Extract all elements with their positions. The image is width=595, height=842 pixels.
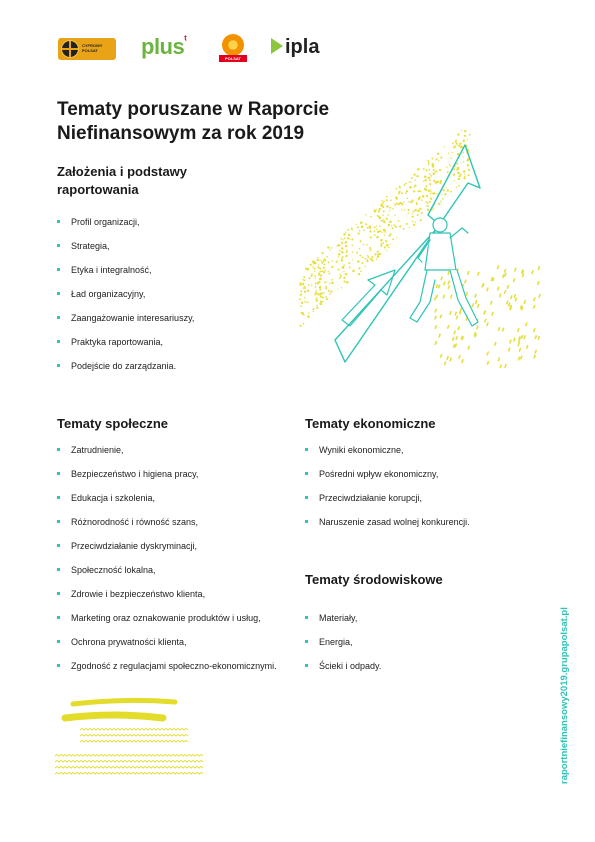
decorative-brush-strokes: [55, 690, 205, 782]
list-item: Różnorodność i równość szans,: [57, 516, 277, 540]
bullet-icon: [57, 520, 60, 523]
list-item: Wyniki ekonomiczne,: [305, 444, 470, 468]
bullet-icon: [305, 616, 308, 619]
bullet-icon: [305, 640, 308, 643]
cyfrowy-polsat-logo: CYFROWY POLSAT: [58, 38, 116, 60]
list-item: Naruszenie zasad wolnej konkurencji.: [305, 516, 470, 540]
arrow-illustration: [290, 130, 550, 370]
list-zalozenia: [57, 216, 194, 384]
list-item: Przeciwdziałanie dyskryminacji,: [57, 540, 277, 564]
list-item: Strategia,: [57, 240, 194, 264]
list-spoleczne: [57, 444, 277, 684]
bullet-icon: [57, 640, 60, 643]
globe-icon: [61, 40, 79, 58]
list-ekonomiczne: [305, 444, 470, 540]
section-heading-ekonomiczne: Tematy ekonomiczne: [305, 416, 436, 431]
bullet-icon: [305, 520, 308, 523]
list-item: Społeczność lokalna,: [57, 564, 277, 588]
section-heading-spoleczne: Tematy społeczne: [57, 416, 169, 431]
section-heading-zalozenia: Założenia i podstawy raportowania: [57, 164, 188, 197]
side-url[interactable]: raportniefinansowy2019.grupapolsat.pl: [559, 607, 570, 784]
bullet-icon: [57, 592, 60, 595]
list-item: Bezpieczeństwo i higiena pracy,: [57, 468, 277, 492]
bullet-icon: [57, 292, 60, 295]
bullet-icon: [57, 664, 60, 667]
bullet-icon: [305, 472, 308, 475]
sun-icon: [222, 34, 244, 56]
list-srodowiskowe: [305, 612, 381, 684]
bullet-icon: [57, 448, 60, 451]
bullet-icon: [305, 448, 308, 451]
logo-bar: [56, 36, 336, 64]
list-item: Zatrudnienie,: [57, 444, 277, 468]
bullet-icon: [57, 472, 60, 475]
list-item: Materiały,: [305, 612, 381, 636]
list-item: Zaangażowanie interesariuszy,: [57, 312, 194, 336]
list-item: Marketing oraz oznakowanie produktów i usług,: [57, 612, 277, 636]
list-item: Ścieki i odpady.: [305, 660, 381, 684]
list-item: Profil organizacji,: [57, 216, 194, 240]
bullet-icon: [57, 364, 60, 367]
bullet-icon: [305, 496, 308, 499]
plus-logo: plus$^ᵗ$: [141, 34, 187, 59]
polsat-logo: POLSAT: [219, 34, 249, 64]
bullet-icon: [57, 616, 60, 619]
play-icon: [271, 38, 283, 54]
list-item: Energia,: [305, 636, 381, 660]
list-item: Etyka i integralność,: [57, 264, 194, 288]
list-item: Praktyka raportowania,: [57, 336, 194, 360]
list-item: Podejście do zarządzania.: [57, 360, 194, 384]
page-title: Tematy poruszane w Raporcie Niefinansowym za rok 2019: [57, 99, 330, 144]
list-item: Ład organizacyjny,: [57, 288, 194, 312]
bullet-icon: [57, 244, 60, 247]
bullet-icon: [57, 544, 60, 547]
list-item: Ochrona prywatności klienta,: [57, 636, 277, 660]
bullet-icon: [57, 340, 60, 343]
list-item: Zdrowie i bezpieczeństwo klienta,: [57, 588, 277, 612]
bullet-icon: [57, 268, 60, 271]
section-heading-srodowiskowe: Tematy środowiskowe: [305, 572, 443, 587]
list-item: Edukacja i szkolenia,: [57, 492, 277, 516]
bullet-icon: [305, 664, 308, 667]
bullet-icon: [57, 568, 60, 571]
bullet-icon: [57, 316, 60, 319]
bullet-icon: [57, 496, 60, 499]
bullet-icon: [57, 220, 60, 223]
list-item: Pośredni wpływ ekonomiczny,: [305, 468, 470, 492]
list-item: Zgodność z regulacjami społeczno-ekonomicznymi.: [57, 660, 277, 684]
ipla-logo: ipla: [271, 36, 319, 59]
list-item: Przeciwdziałanie korupcji,: [305, 492, 470, 516]
